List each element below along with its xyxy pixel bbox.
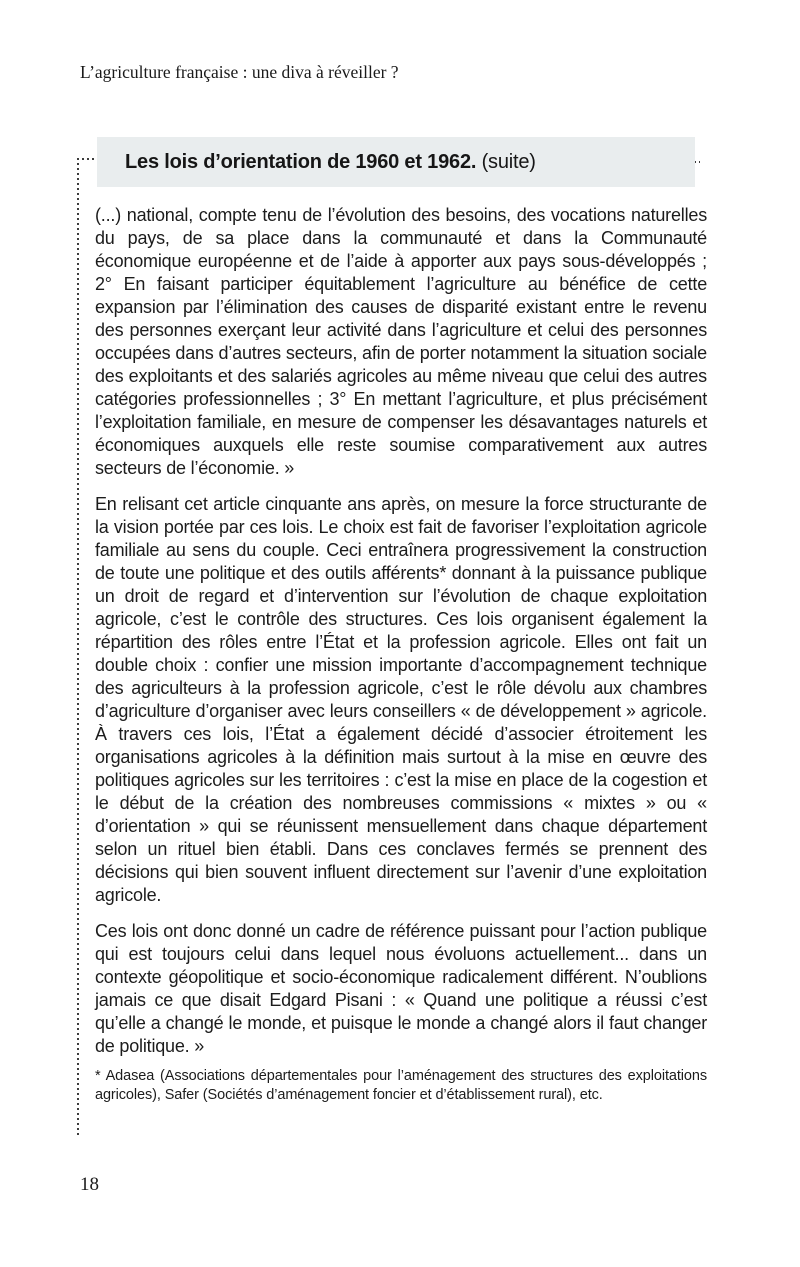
dotted-rule-vertical [77,158,79,1138]
running-head: L’agriculture française : une diva à réveiller ? [80,62,399,82]
section-title: Les lois d’orientation de 1960 et 1962. [125,150,477,173]
article-paragraph-2: En relisant cet article cinquante ans après, on mesure la force structurante de la vision portée par ces lois. Le choix est fait de favoriser l’exploitation agricole familiale au sens du couple. Ceci entraînera progressivement la construction de toute une politique et des outils afférents* donnant à la puissance publique un droit de regard et d’intervention sur l’évolution de chaque exploitation agricole, c’est le contrôle des structures. Ces lois organisent également la répartition des rôles entre l’État et la profession agricole. Elles ont fait un double choix : confier une mission importante d’accompagnement technique des agriculteurs à la profession agricole, c’est le rôle dévolu aux chambres d’agriculture d’organiser avec leurs conseillers « de développement » agricole. À travers ces lois, l’État a également décidé d’associer étroitement les organisations agricoles à la définition mais surtout à la mise en œuvre des politiques agricoles sur les territoires : c’est la mise en place de la cogestion et le début de la création des nombreuses commissions « mixtes » ou « d’orientation » qui se réunissent mensuellement dans chaque département selon un rituel bien établi. Dans ces conclaves fermés se prennent des décisions qui bien souvent influent directement sur l’avenir d’une exploitation agricole. [95,494,707,905]
footnote: * Adasea (Associations départementales pour l’aménagement des structures des exploitations agricoles), Safer (Sociétés d’aménagement foncier et d’établissement rural), etc. [95,1068,707,1103]
section-title-box [97,137,695,187]
article-body [95,204,707,1105]
article-paragraph-1: (...) national, compte tenu de l’évolution des besoins, des vocations naturelles du pays, de sa place dans la communauté et dans la Communauté économique européenne et de l’aide à apporter aux pays sous-développés ; 2° En faisant participer équitablement l’agriculture au bénéfice de cette expansion par l’élimination des causes de disparité existant entre le revenu des personnes exerçant leur activité dans l’agriculture et celui des personnes occupées dans d’autres secteurs, afin de porter notamment la situation sociale des exploitants et des salariés agricoles au même niveau que celui des autres catégories professionnelles ; 3° En mettant l’agriculture, et plus précisément l’exploitation familiale, en mesure de compenser les désavantages naturels et économiques auxquels elle reste soumise comparativement aux autres secteurs de l’économie. » [95,205,707,478]
page-number: 18 [80,1174,99,1195]
section-title-suffix: (suite) [476,150,536,173]
dotted-rule-horizontal-left [77,158,98,160]
article-paragraph-3: Ces lois ont donc donné un cadre de référence puissant pour l’action publique qui est toujours celui dans lequel nous évoluons actuellement... dans un contexte géopolitique et socio-économique radicalement différent. N’oublions jamais ce que disait Edgard Pisani : « Quand une politique a réussi c’est qu’elle a changé le monde, et puisque le monde a changé alors il faut changer de politique. » [95,921,707,1056]
